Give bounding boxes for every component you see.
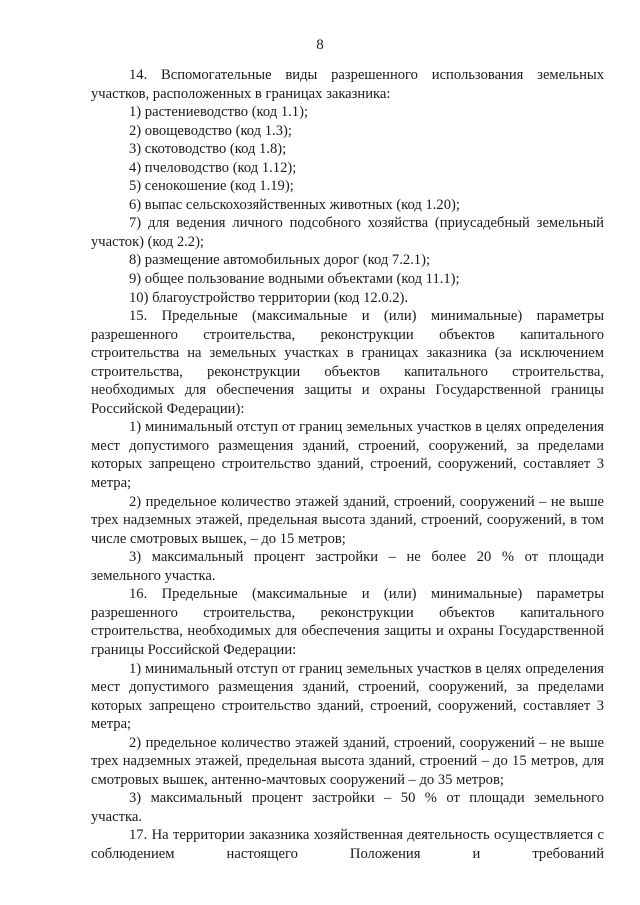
section-14-item: 3) скотоводство (код 1.8); (129, 141, 287, 158)
page-number: 8 (316, 37, 324, 53)
section-17-intro: 17. На территории заказника хозяйственная деятельность осуществляется с соблюдением настоящего Положения и требований (91, 827, 604, 862)
section-16-intro: 16. Предельные (максимальные и (или) минимальные) параметры разрешенного строительства, реконструкции объектов капитального строительства, необходимых для обеспечения защиты и охраны Государственной границы Российской Федерации: (91, 586, 604, 658)
section-15-item: 2) предельное количество этажей зданий, строений, сооружений – не выше трех надземных этажей, предельная высота зданий, строений, сооружений, в том числе смотровых вышек, – до 15 метров; (91, 493, 604, 547)
section-14-item: 6) выпас сельскохозяйственных животных (код 1.20); (129, 196, 460, 213)
section-15-intro: 15. Предельные (максимальные и (или) минимальные) параметры разрешенного строительства, реконструкции объектов капитального строительства на земельных участках в границах заказника (за исключением строительства, реконструкции объектов капитального строительства, необходимых для обеспечения защиты и охраны Государственной границы Российской Федерации): (91, 308, 604, 417)
section-15-item: 1) минимальный отступ от границ земельных участков в целях определения мест допустимого размещения зданий, строений, сооружений, за пределами которых запрещено строительство зданий, строений, сооружений, составляет 3 метра; (91, 419, 604, 492)
section-14-item: 7) для ведения личного подсобного хозяйства (приусадебный земельный участок) (код 2.2); (91, 215, 604, 250)
section-16-item: 3) максимальный процент застройки – 50 % от площади земельного участка. (91, 790, 604, 825)
section-14-item: 9) общее пользование водными объектами (код 11.1); (129, 271, 460, 288)
section-15-item: 3) максимальный процент застройки – не более 20 % от площади земельного участка. (91, 549, 604, 584)
document-body (91, 66, 604, 864)
section-14-item: 4) пчеловодство (код 1.12); (129, 159, 297, 176)
section-14-item: 2) овощеводство (код 1.3); (129, 122, 292, 139)
section-16-item: 1) минимальный отступ от границ земельных участков в целях определения мест допустимого размещения зданий, строений, сооружений, за пределами которых запрещено строительство зданий, строений, сооружений, составляет 3 метра; (91, 660, 604, 733)
section-16-item: 2) предельное количество этажей зданий, строений, сооружений – не выше трех надземных этажей, предельная высота зданий, строений – до 15 метров, для смотровых вышек, антенно-мачтовых сооружений – до 35 метров; (91, 734, 604, 788)
section-14-item: 1) растениеводство (код 1.1); (129, 104, 309, 121)
section-14-item: 10) благоустройство территории (код 12.0.2). (129, 289, 409, 306)
section-14-intro: 14. Вспомогательные виды разрешенного использования земельных участков, расположенных в границах заказника: (91, 67, 604, 102)
section-14-item: 5) сенокошение (код 1.19); (129, 178, 294, 195)
section-14-item: 8) размещение автомобильных дорог (код 7.2.1); (129, 252, 430, 269)
